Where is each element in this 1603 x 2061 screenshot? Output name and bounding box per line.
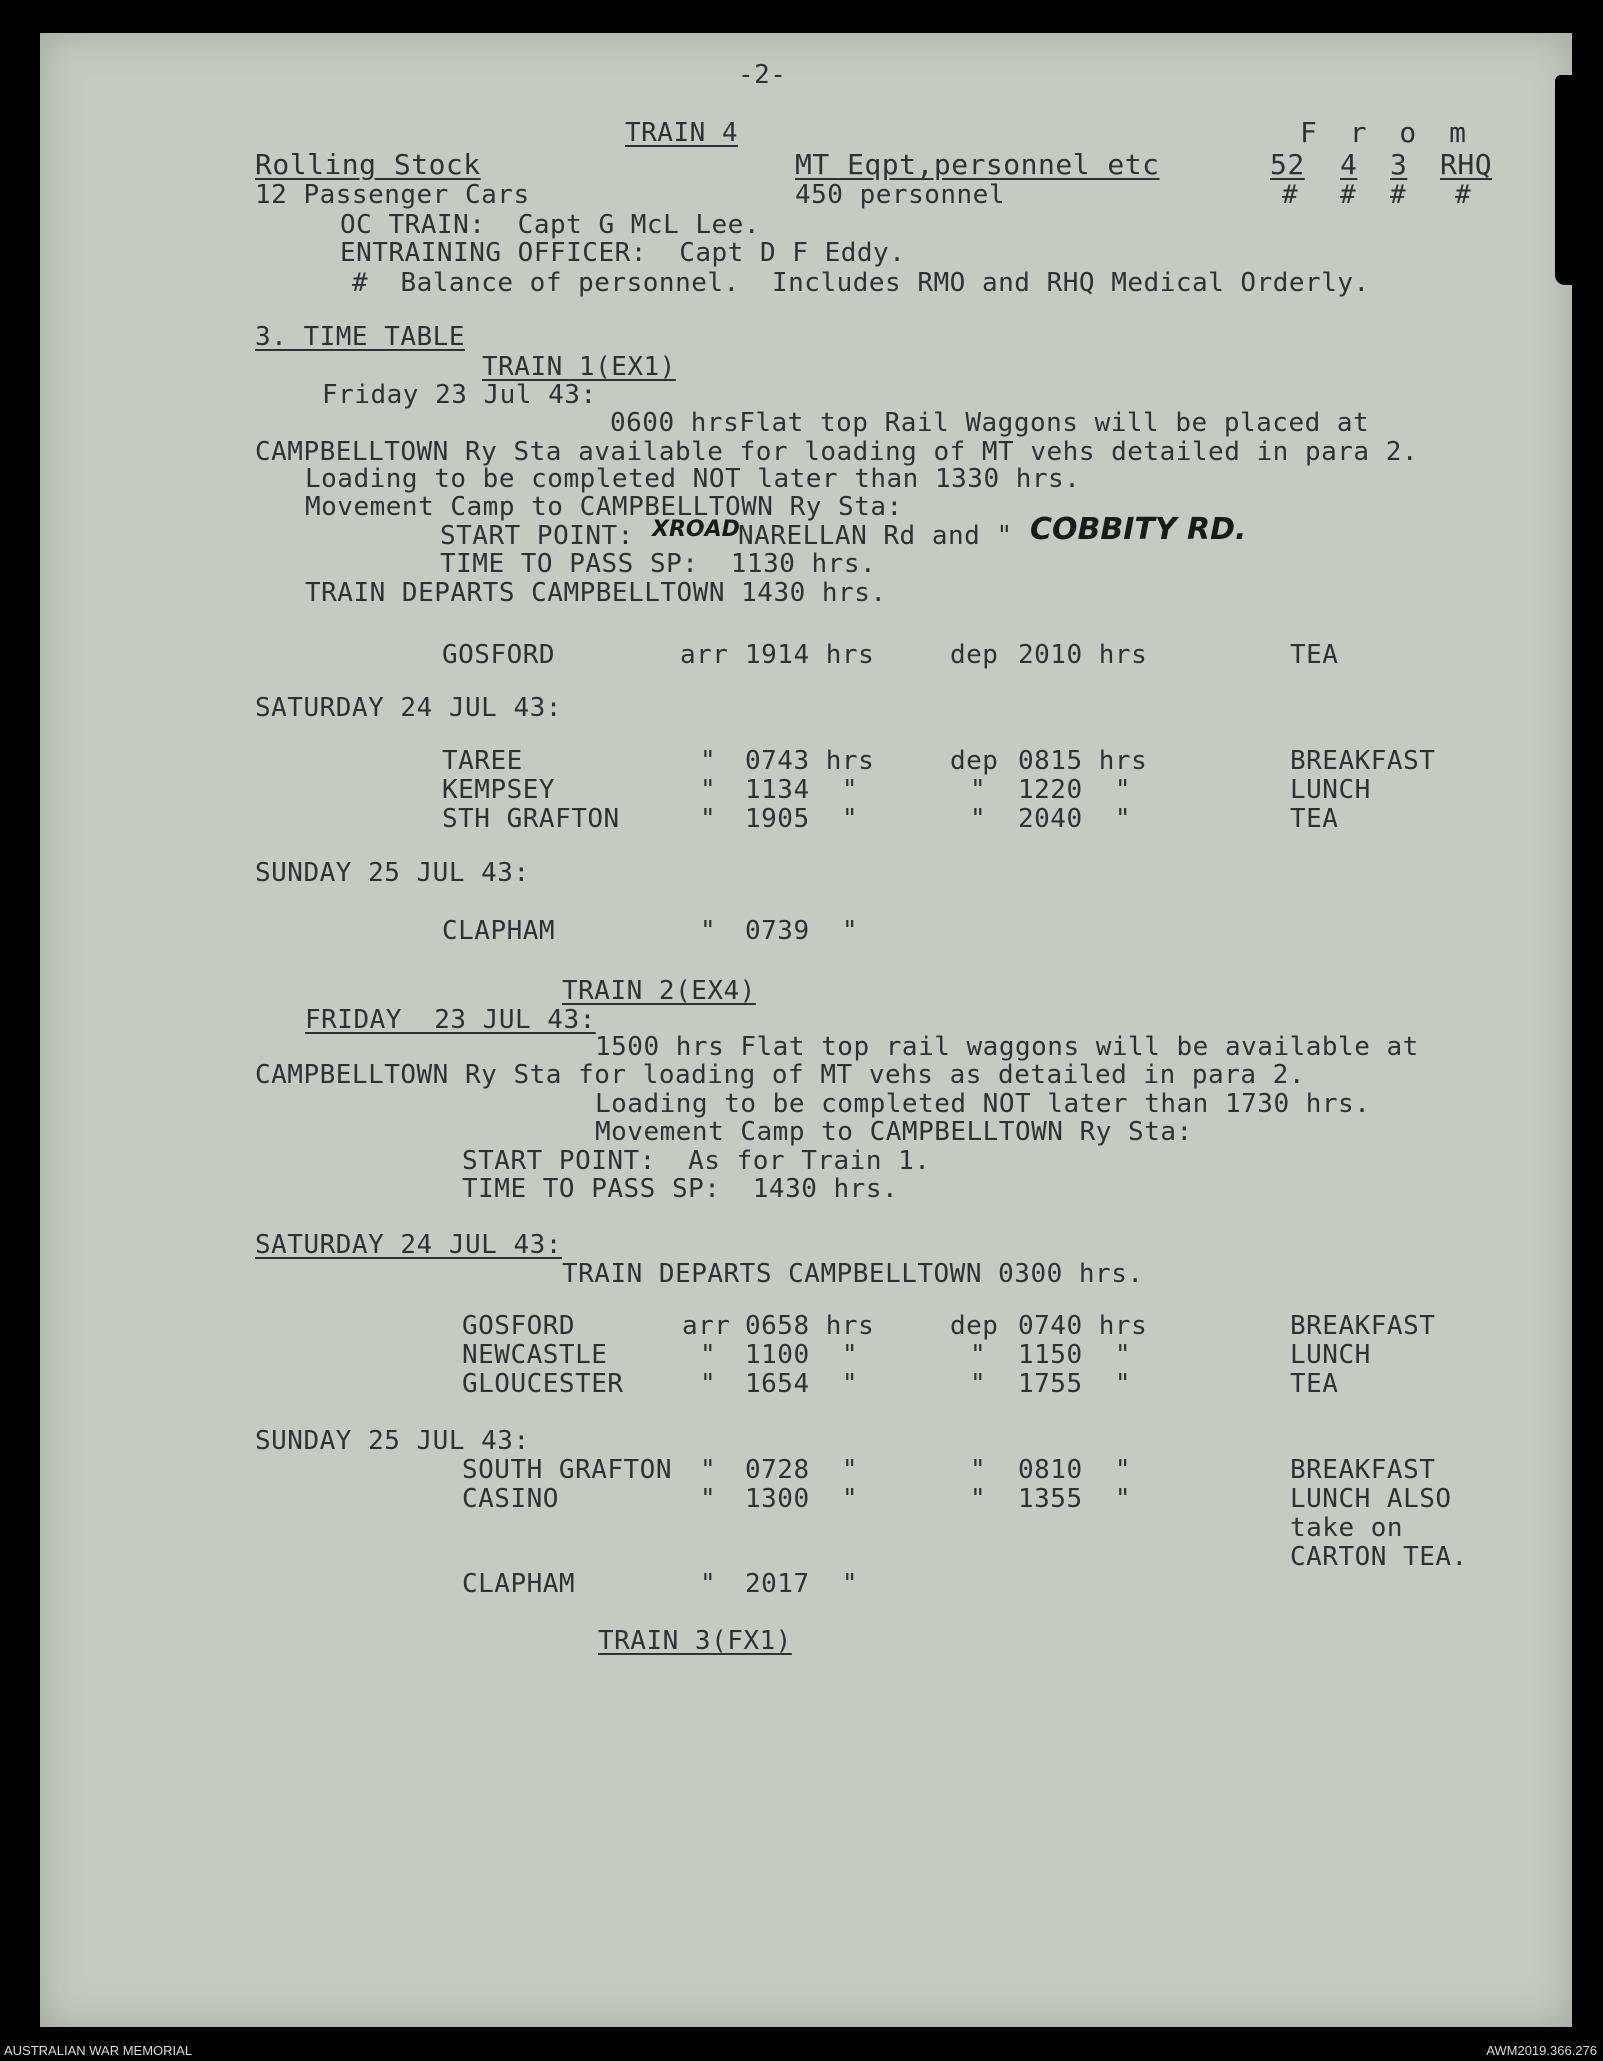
arr-mark: arr [682, 1311, 731, 1341]
dep-time: 1220 " [1018, 775, 1132, 805]
meal: TEA [1290, 640, 1339, 670]
from-label: F r o m [1300, 116, 1475, 149]
meal: TEA [1290, 804, 1339, 834]
train2-date-saturday: SATURDAY 24 JUL 43: [255, 1230, 562, 1260]
dep-time: 2040 " [1018, 804, 1132, 834]
train3-heading: TRAIN 3(FX1) [598, 1626, 792, 1656]
station-name: GLOUCESTER [462, 1369, 624, 1399]
arr-mark: arr [680, 640, 729, 670]
arr-time: 1134 " [745, 775, 859, 805]
train2-time-sp: TIME TO PASS SP: 1430 hrs. [462, 1174, 899, 1204]
footer-institution: AUSTRALIAN WAR MEMORIAL [4, 2043, 193, 2058]
from-unit-52: 52 [1270, 148, 1305, 181]
dep-mark: dep [950, 746, 999, 776]
station-name: CLAPHAM [442, 916, 556, 946]
mark-3: # [1390, 180, 1407, 210]
rolling-stock-header: Rolling Stock [255, 148, 481, 181]
handwritten-cobbity: COBBITY RD. [1030, 512, 1247, 547]
arr-mark: " [700, 1340, 717, 1370]
meal: BREAKFAST [1290, 746, 1436, 776]
footer-catalogue-id: AWM2019.366.276 [1486, 2043, 1597, 2058]
train2-departs: TRAIN DEPARTS CAMPBELLTOWN 0300 hrs. [562, 1259, 1144, 1289]
arr-time: 1905 " [745, 804, 859, 834]
station-name: SOUTH GRAFTON [462, 1455, 672, 1485]
arr-time: 0728 " [745, 1455, 859, 1485]
dep-mark: " [970, 1340, 987, 1370]
from-unit-rhq: RHQ [1440, 148, 1493, 181]
dep-time: 0815 hrs [1018, 746, 1148, 776]
station-name: KEMPSEY [442, 775, 556, 805]
dep-time: 1355 " [1018, 1484, 1132, 1514]
meal: LUNCH ALSO [1290, 1484, 1452, 1514]
train1-date-friday: Friday 23 Jul 43: [322, 380, 597, 410]
arr-time: 1300 " [745, 1484, 859, 1514]
train2-heading: TRAIN 2(EX4) [562, 976, 756, 1006]
train1-start-road: NARELLAN Rd and " [738, 521, 1013, 551]
train1-date-sunday: SUNDAY 25 JUL 43: [255, 858, 530, 888]
train1-heading: TRAIN 1(EX1) [482, 352, 676, 382]
dep-mark: dep [950, 640, 999, 670]
train1-line2: CAMPBELLTOWN Ry Sta available for loading of MT vehs detailed in para 2. [255, 437, 1419, 467]
page-number: -2- [738, 60, 787, 90]
from-unit-4: 4 [1340, 148, 1358, 181]
balance-note: # Balance of personnel. Includes RMO and RHQ Medical Orderly. [352, 268, 1370, 298]
meal: BREAKFAST [1290, 1455, 1436, 1485]
mark-rhq: # [1455, 180, 1472, 210]
meal: LUNCH [1290, 775, 1371, 805]
arr-time: 1914 hrs [745, 640, 875, 670]
station-name: CLAPHAM [462, 1569, 576, 1599]
dep-time: 1755 " [1018, 1369, 1132, 1399]
train2-start-point: START POINT: As for Train 1. [462, 1146, 931, 1176]
arr-mark: " [700, 804, 717, 834]
from-unit-3: 3 [1390, 148, 1408, 181]
train1-start-point: START POINT: [440, 521, 634, 551]
torn-edge [1555, 75, 1581, 285]
station-name: STH GRAFTON [442, 804, 620, 834]
arr-mark: " [700, 1569, 717, 1599]
dep-mark: " [970, 804, 987, 834]
dep-time: 0810 " [1018, 1455, 1132, 1485]
station-name: CASINO [462, 1484, 559, 1514]
arr-mark: " [700, 775, 717, 805]
arr-time: 0658 hrs [745, 1311, 875, 1341]
train2-date-sunday: SUNDAY 25 JUL 43: [255, 1426, 530, 1456]
train4-heading: TRAIN 4 [625, 118, 739, 148]
arr-mark: " [700, 1455, 717, 1485]
station-name: GOSFORD [462, 1311, 576, 1341]
meal: LUNCH [1290, 1340, 1371, 1370]
dep-mark: " [970, 775, 987, 805]
train2-line3: Loading to be completed NOT later than 1730 hrs. [595, 1089, 1371, 1119]
dep-mark: " [970, 1455, 987, 1485]
train1-line4: Movement Camp to CAMPBELLTOWN Ry Sta: [305, 492, 903, 522]
dep-time: 1150 " [1018, 1340, 1132, 1370]
arr-time: 0739 " [745, 916, 859, 946]
passenger-cars: 12 Passenger Cars [255, 180, 530, 210]
arr-time: 0743 hrs [745, 746, 875, 776]
train2-line2: CAMPBELLTOWN Ry Sta for loading of MT vehs as detailed in para 2. [255, 1060, 1305, 1090]
mark-52: # [1282, 180, 1299, 210]
dep-mark: " [970, 1369, 987, 1399]
train1-time-sp: TIME TO PASS SP: 1130 hrs. [440, 549, 877, 579]
train1-date-saturday: SATURDAY 24 JUL 43: [255, 693, 562, 723]
entraining-officer: ENTRAINING OFFICER: Capt D F Eddy. [340, 238, 906, 268]
train1-line1: 0600 hrsFlat top Rail Waggons will be placed at [610, 408, 1370, 438]
handwritten-xroad: XROAD [652, 517, 740, 542]
dep-time: 2010 hrs [1018, 640, 1148, 670]
mt-eqpt-header: MT Eqpt,personnel etc [795, 148, 1160, 181]
arr-time: 1654 " [745, 1369, 859, 1399]
personnel-count: 450 personnel [795, 180, 1005, 210]
train1-line3: Loading to be completed NOT later than 1330 hrs. [305, 464, 1081, 494]
train2-line1: 1500 hrs Flat top rail waggons will be available at [595, 1032, 1419, 1062]
train2-line4: Movement Camp to CAMPBELLTOWN Ry Sta: [595, 1117, 1193, 1147]
arr-mark: " [700, 1484, 717, 1514]
arr-mark: " [700, 1369, 717, 1399]
arr-mark: " [700, 746, 717, 776]
arr-mark: " [700, 916, 717, 946]
train1-departs: TRAIN DEPARTS CAMPBELLTOWN 1430 hrs. [305, 578, 887, 608]
dep-time: 0740 hrs [1018, 1311, 1148, 1341]
dep-mark: dep [950, 1311, 999, 1341]
meal: BREAKFAST [1290, 1311, 1436, 1341]
arr-time: 2017 " [745, 1569, 859, 1599]
dep-mark: " [970, 1484, 987, 1514]
timetable-heading: 3. TIME TABLE [255, 322, 465, 352]
station-name: GOSFORD [442, 640, 556, 670]
mark-4: # [1340, 180, 1357, 210]
casino-note-carton-tea: CARTON TEA. [1290, 1542, 1468, 1572]
station-name: NEWCASTLE [462, 1340, 608, 1370]
arr-time: 1100 " [745, 1340, 859, 1370]
station-name: TAREE [442, 746, 523, 776]
train2-date-friday: FRIDAY 23 JUL 43: [305, 1005, 596, 1035]
casino-note-take-on: take on [1290, 1513, 1404, 1543]
meal: TEA [1290, 1369, 1339, 1399]
oc-train: OC TRAIN: Capt G McL Lee. [340, 210, 760, 240]
